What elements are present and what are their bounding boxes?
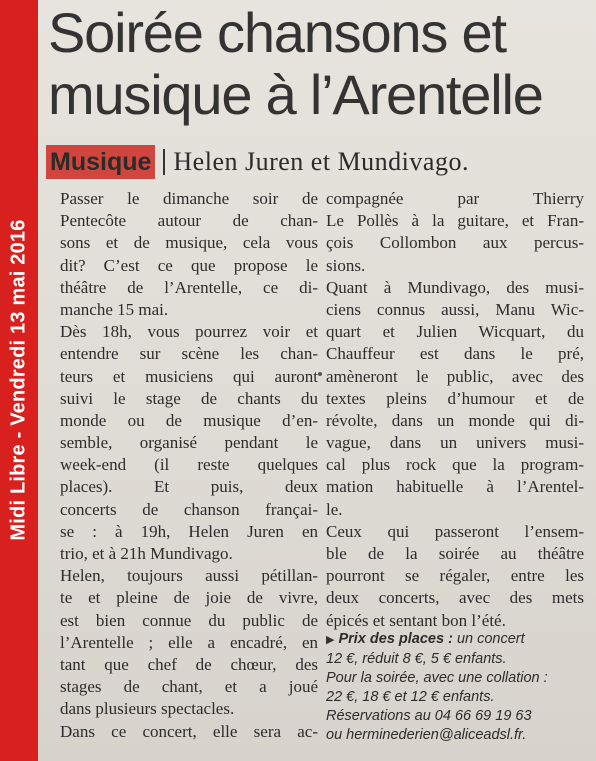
text-line: le. xyxy=(326,499,343,519)
text-line: Helen, toujours aussi pétillan- xyxy=(60,566,318,586)
text-line: Dès 18h, vous pourrez voir et xyxy=(60,322,318,342)
text-line: semble, organisé pendant le xyxy=(60,433,318,453)
text-line: deux concerts, avec des mets xyxy=(326,588,584,608)
text-line: ble de la soirée au théâtre xyxy=(326,544,584,563)
article-subtitle: Helen Juren et Mundivago. xyxy=(173,147,469,176)
text-line: week-end (il reste quelques xyxy=(60,455,318,475)
text-line: théâtre de l’Arentelle, ce di- xyxy=(60,277,318,297)
text-line: Pentecôte autour de chan- xyxy=(60,211,318,231)
text-line: vague, dans un univers musi- xyxy=(326,433,584,453)
prices-line-2: 12 €, réduit 8 €, 5 € enfants. xyxy=(326,651,507,667)
text-line: révolte, dans un monde qui di- xyxy=(326,410,584,430)
text-line: suivi le stage de chants du xyxy=(60,388,318,408)
triangle-bullet-icon: ▶ xyxy=(326,634,335,646)
text-line: dit? C’est ce que propose le xyxy=(60,255,318,275)
text-line: places). Et puis, deux xyxy=(60,477,318,497)
text-line: est bien connue du public de xyxy=(60,610,318,630)
text-line: textes pleins d’humour et de xyxy=(326,388,584,408)
reservations-phone: Réservations au 04 66 69 19 63 xyxy=(326,708,532,724)
source-date-label: Midi Libre - Vendredi 13 mai 2016 xyxy=(7,219,30,541)
text-line: Le Pollès à la guitare, et Fran- xyxy=(326,211,584,231)
text-line: Dans ce concert, elle sera ac- xyxy=(60,721,318,741)
text-line: quart et Julien Wicquart, du xyxy=(326,322,584,342)
text-line: Quant à Mundivago, des musi- xyxy=(326,277,584,297)
text-line: Ceux qui passeront l’ensem- xyxy=(326,521,584,541)
text-line: compagnée par Thierry xyxy=(326,189,584,208)
text-line: te et pleine de joie de vivre, xyxy=(60,588,318,608)
info-line xyxy=(326,630,588,650)
text-line: monde ou de musique d’en- xyxy=(60,410,318,430)
prices-line-4: 22 €, 18 € et 12 € enfants. xyxy=(326,689,495,705)
text-line: amèneront le public, avec des xyxy=(326,366,584,386)
prices-line-3: Pour la soirée, avec une collation : xyxy=(326,670,548,686)
practical-info-box xyxy=(326,630,588,745)
section-label: Musique xyxy=(46,145,155,179)
article-kicker xyxy=(46,144,469,180)
text-line: stages de chant, et a joué xyxy=(60,677,318,697)
text-line: cal plus rock que la program- xyxy=(326,455,584,475)
text-line: Chauffeur est dans le pré, xyxy=(326,344,584,364)
article-column-left xyxy=(60,188,318,743)
text-line: pourront se régaler, entre les xyxy=(326,566,584,586)
text-line: çois Collombon aux percus- xyxy=(326,233,584,253)
text-line: dans plusieurs spectacles. xyxy=(60,699,235,719)
text-line: mation habituelle à l’Arentel- xyxy=(326,477,584,497)
prices-label: Prix des places : xyxy=(338,631,453,647)
text-line: épicés et sentant bon l’été. xyxy=(326,610,506,630)
text-line: manche 15 mai. xyxy=(60,299,169,319)
text-line: Passer le dimanche soir de xyxy=(60,189,318,208)
headline-line-1: Soirée chansons et xyxy=(48,1,506,64)
text-line: tant que chef de chœur, des xyxy=(60,654,318,674)
text-line: l’Arentelle ; elle a encadré, en xyxy=(60,632,318,652)
reservations-email: ou herminederien@aliceadsl.fr. xyxy=(326,727,527,743)
source-date-sidebar xyxy=(0,0,38,761)
text-line: sions. xyxy=(326,255,366,275)
text-line: sons et de musique, cela vous xyxy=(60,233,318,253)
text-line: concerts de chanson françai- xyxy=(60,499,318,519)
column-dot xyxy=(318,372,322,376)
text-line: ciens connus aussi, Manu Wic- xyxy=(326,299,584,319)
text-line: trio, et à 21h Mundivago. xyxy=(60,544,233,563)
text-line: teurs et musiciens qui auront xyxy=(60,366,318,386)
article-column-right xyxy=(326,188,584,632)
headline-line-2: musique à l’Arentelle xyxy=(48,63,543,126)
prices-line-1: un concert xyxy=(452,631,525,647)
kicker-divider xyxy=(163,149,165,175)
text-line: se : à 19h, Helen Juren en xyxy=(60,521,318,541)
text-line: entendre sur scène les chan- xyxy=(60,344,318,364)
article-headline xyxy=(48,2,543,126)
